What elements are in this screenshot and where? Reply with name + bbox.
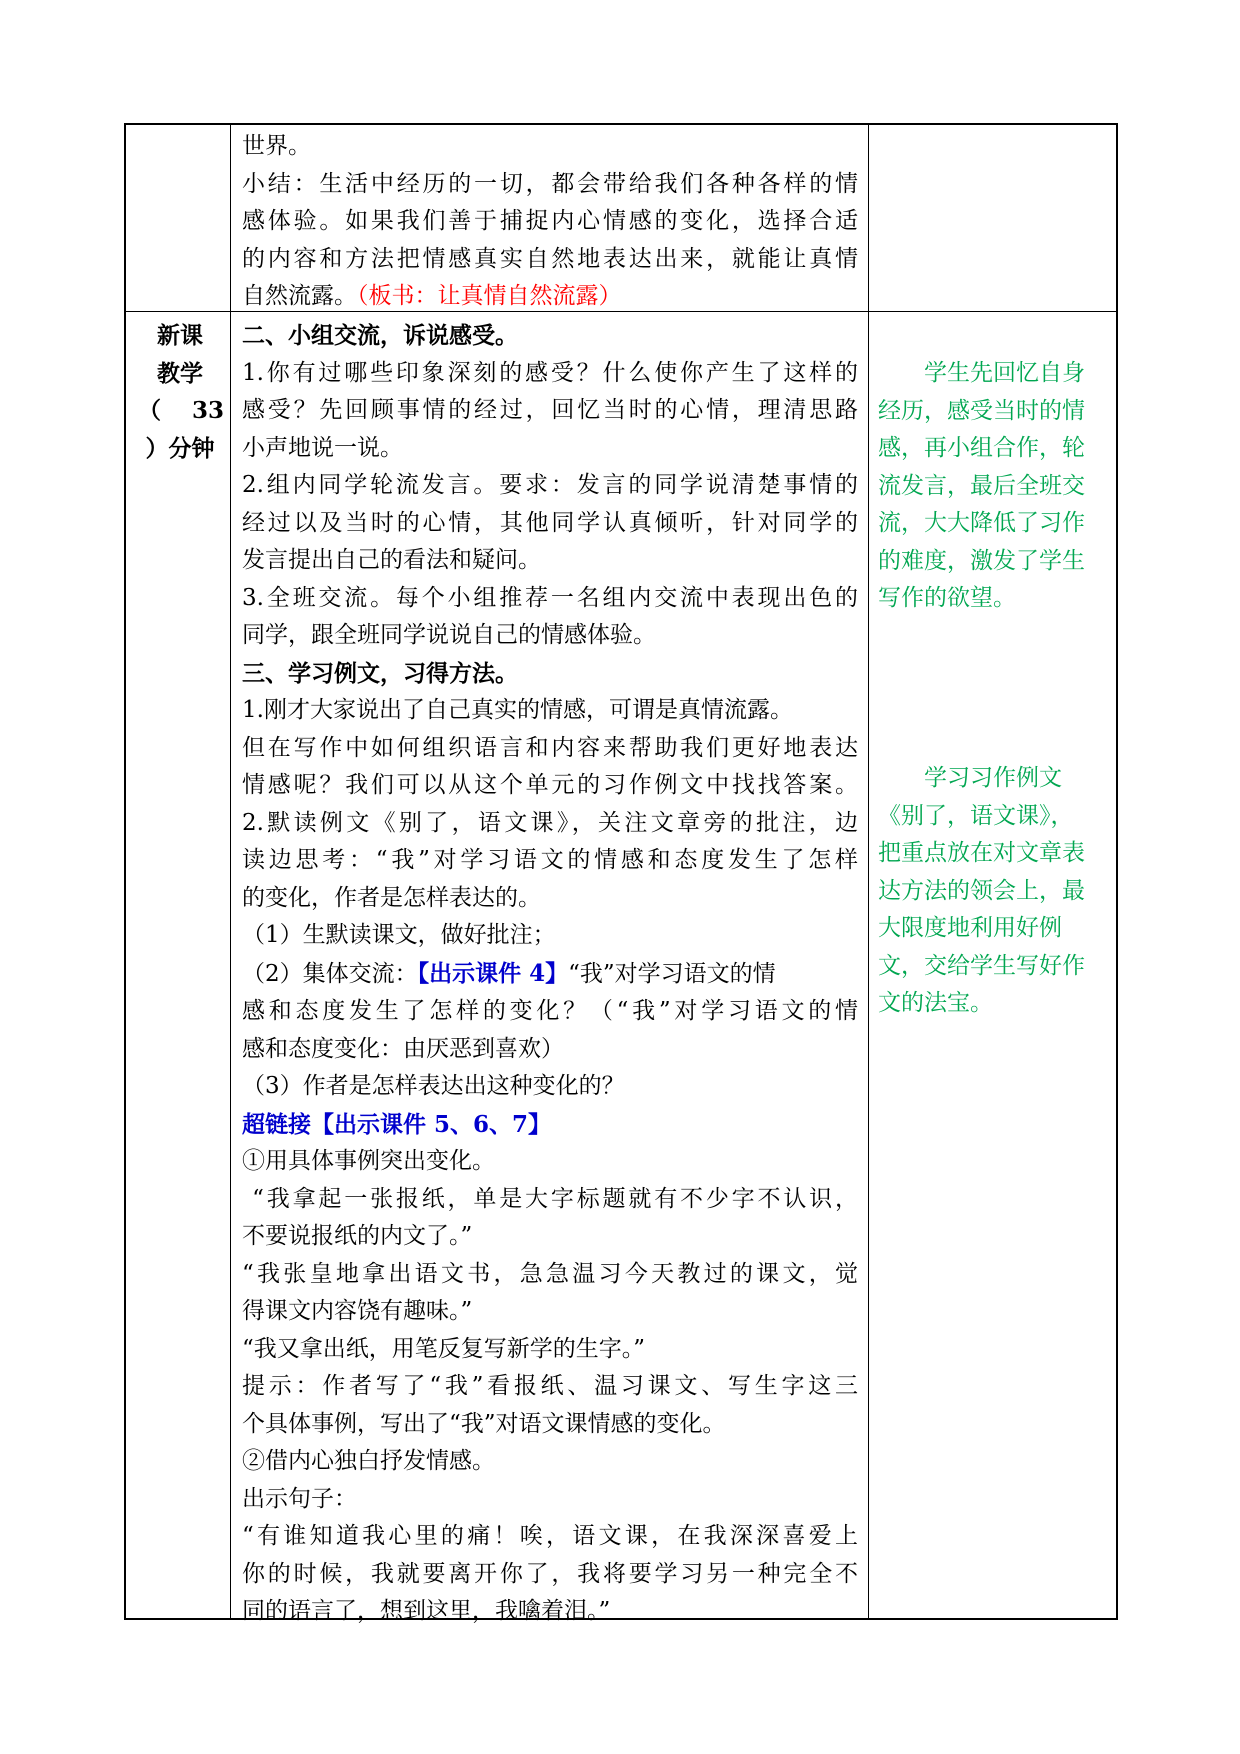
text-line: 的变化，作者是怎样表达的。 [242, 884, 541, 911]
note-line: 写作的欲望。 [878, 585, 1016, 611]
text-line: （1）生默读课文，做好批注； [242, 922, 556, 948]
text-line [242, 955, 858, 994]
text-line: ①用具体事例突出变化。 [242, 1148, 495, 1174]
quote-line: 同的语言了，想到这里，我噙着泪。” [242, 1598, 611, 1624]
step2-rest: “我”对学习语文的情 [568, 960, 776, 987]
text-line: 1.刚才大家说出了自己真实的情感，可谓是真情流露。 [242, 697, 793, 723]
note-2 [878, 760, 1110, 1023]
label-line [130, 392, 230, 430]
note-line: 文的法宝。 [878, 990, 993, 1016]
note-line: 的难度，激发了学生 [878, 547, 1085, 574]
note-line: 文，交给学生写好作 [878, 952, 1085, 979]
note-line: 经历，感受当时的情 [878, 397, 1085, 424]
section-label [130, 317, 230, 467]
text-line: 1.你有过哪些印象深刻的感受？什么使你产生了这样的 [242, 359, 858, 386]
text-line: 同学，跟全班同学说说自己的情感体验。 [242, 622, 656, 648]
quote-line: “我张皇地拿出语文书，急急温习今天教过的课文，觉 [242, 1260, 858, 1287]
courseware-link: 【出示课件 4】 [417, 959, 569, 987]
note-line: 学习习作例文 [878, 765, 1062, 791]
quote-line: “我又拿出纸，用笔反复写新学的生字。” [242, 1335, 646, 1362]
section-heading: 二、小组交流，诉说感受。 [242, 322, 518, 349]
lesson-table [124, 123, 1118, 1624]
step2-prefix: （2）集体交流： [242, 960, 418, 987]
text-line: 但在写作中如何组织语言和内容来帮助我们更好地表达 [242, 734, 858, 761]
quote-line: 得课文内容饶有趣味。” [242, 1298, 473, 1324]
text-line: ②借内心独白抒发情感。 [242, 1448, 495, 1474]
note-line: 学生先回忆自身 [878, 360, 1085, 386]
text-line: 个具体事例，写出了“我”对语文课情感的变化。 [242, 1410, 726, 1437]
text-line: （3）作者是怎样表达出这种变化的？ [242, 1073, 625, 1099]
text-line: 2.组内同学轮流发言。要求：发言的同学说清楚事情的 [242, 472, 858, 498]
text-line: 的内容和方法把情感真实自然地表达出来，就能让真情 [242, 245, 858, 272]
text-line: 小声地说一说。 [242, 434, 403, 461]
text-line: 出示句子： [242, 1485, 357, 1512]
section-heading: 三、学习例文，习得方法。 [242, 659, 518, 687]
note-line: 流，大大降低了习作 [878, 510, 1085, 536]
label-line: ）分钟 [145, 434, 215, 462]
note-line: 达方法的领会上，最 [878, 877, 1085, 904]
note-line: 流发言，最后全班交 [878, 472, 1085, 499]
text-line: 发言提出自己的看法和疑问。 [242, 547, 541, 573]
text-line: 提示：作者写了“我”看报纸、温习课文、写生字这三 [242, 1373, 858, 1399]
text-line [242, 278, 858, 316]
text-line: 3.全班交流。每个小组推荐一名组内交流中表现出色的 [242, 584, 858, 611]
hyperlink-heading: 超链接【出示课件 5、6、7】 [242, 1110, 552, 1138]
note-line: 感，再小组合作，轮 [878, 435, 1085, 461]
text-line: 经过以及当时的心情，其他同学认真倾听，针对同学的 [242, 509, 858, 536]
note-1 [878, 355, 1110, 618]
text-line: 感和态度变化：由厌恶到喜欢） [242, 1035, 564, 1062]
quote-line: 你的时候，我就要离开你了，我将要学习另一种完全不 [242, 1560, 858, 1587]
text-line: 2.默读例文《别了，语文课》，关注文章旁的批注，边 [242, 809, 858, 836]
note-line: 把重点放在对文章表 [878, 840, 1085, 866]
main-content [242, 317, 858, 1631]
label-paren: （ [138, 397, 161, 424]
column-divider-1 [230, 125, 231, 1618]
note-line: 《别了，语文课》， [878, 802, 1074, 829]
label-line: 教学 [157, 359, 203, 387]
text-line: 感和态度发生了怎样的变化？（“我”对学习语文的情 [242, 998, 858, 1024]
text-line: 世界。 [242, 133, 311, 159]
quote-line: “我拿起一张报纸，单是大字标题就有不少字不认识， [242, 1185, 859, 1212]
note-line: 大限度地利用好例 [878, 915, 1062, 941]
label-line: 新课 [157, 322, 203, 349]
label-minutes: 33 [191, 397, 224, 424]
quote-line: “有谁知道我心里的痛！唉，语文课，在我深深喜爱上 [242, 1523, 858, 1549]
text-line: 情感呢？我们可以从这个单元的习作例文中找找答案。 [242, 772, 858, 798]
quote-line: 不要说报纸的内文了。” [242, 1223, 473, 1249]
text-line: 小结：生活中经历的一切，都会带给我们各种各样的情 [242, 170, 858, 197]
text-line: 读边思考：“我”对学习语文的情感和态度发生了怎样 [242, 847, 858, 873]
column-divider-2 [868, 125, 869, 1618]
top-row-content [242, 128, 858, 316]
blackboard-note: （板书：让真情自然流露） [357, 283, 622, 309]
summary-end: 自然流露。 [242, 283, 357, 309]
text-line: 感体验。如果我们善于捕捉内心情感的变化，选择合适 [242, 208, 858, 234]
text-line: 感受？先回顾事情的经过，回忆当时的心情，理清思路 [242, 397, 858, 423]
